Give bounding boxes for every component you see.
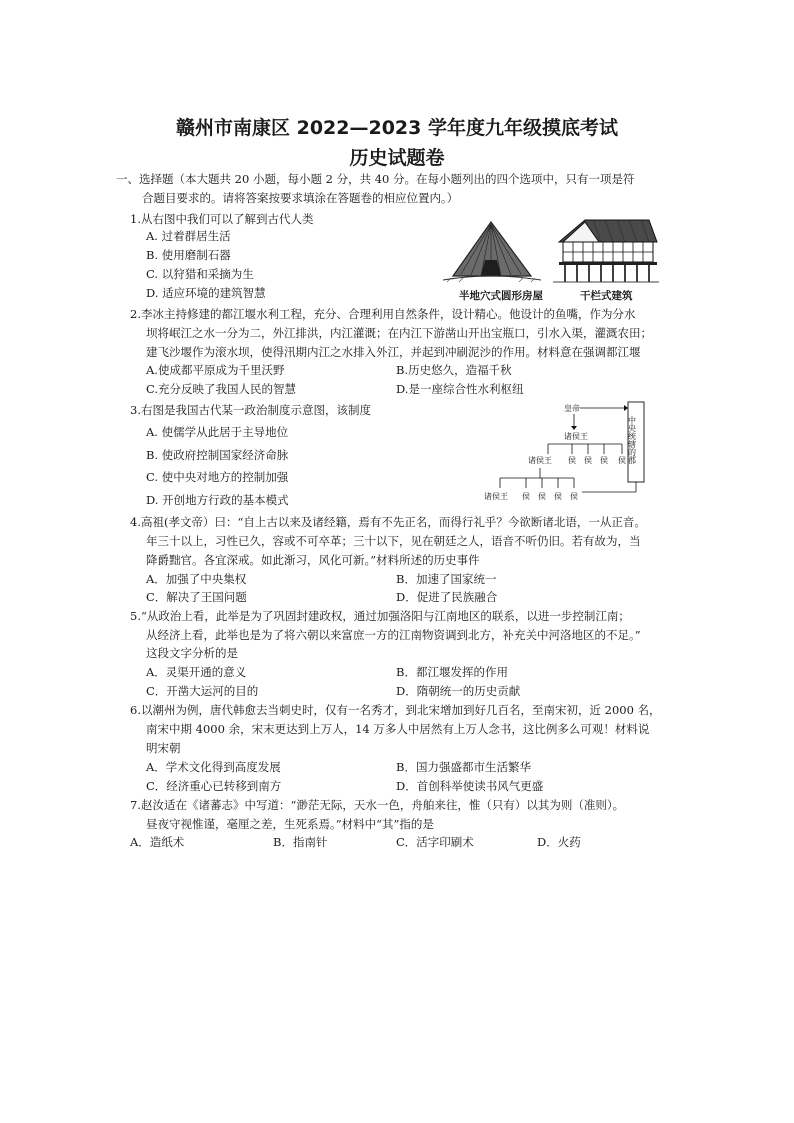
q7-option-c[interactable]: C．活字印刷术: [396, 835, 474, 849]
diagram-king-row-4: 侯: [600, 456, 608, 465]
q6-option-c[interactable]: C．经济重心已转移到南方: [146, 779, 282, 793]
q5-line-3: 这段文字分析的是: [146, 646, 238, 660]
section-instructions-line-1: 一、选择题（本大题共 20 小题，每小题 2 分，共 40 分。在每小题列出的四个选项中，只有一项是符: [116, 172, 635, 186]
q3-option-a[interactable]: A. 使儒学从此居于主导地位: [146, 425, 289, 439]
q4-option-d[interactable]: D．促进了民族融合: [396, 590, 498, 604]
q7-option-b[interactable]: B．指南针: [273, 835, 328, 849]
diagram-king-row-1: 诸侯王: [528, 456, 552, 465]
exam-subtitle: 历史试题卷: [349, 147, 445, 169]
q4-line-1: 4.高祖(孝文帝）曰：“自上古以来及诸经籍，焉有不先正名，而得行礼乎？今欲断诸北语，一从正音。: [130, 515, 646, 529]
pit-dwelling-caption: 半地穴式圆形房屋: [459, 290, 543, 302]
stilt-house-caption: 干栏式建筑: [580, 290, 633, 302]
q2-line-1: 2.李冰主持修建的都江堰水利工程，充分、合理利用自然条件，设计精心。他设计的鱼嘴，作为分水: [130, 307, 636, 321]
q2-option-b[interactable]: B.历史悠久，造福千秋: [396, 363, 512, 377]
q7-line-2: 昼夜守视惟谨，毫厘之差，生死系焉。”材料中“其”指的是: [146, 817, 434, 831]
q3-option-d[interactable]: D. 开创地方行政的基本模式: [146, 493, 289, 507]
diagram-king-row-5: 侯: [618, 456, 626, 465]
diagram-bottom-row-2: 侯: [522, 492, 530, 501]
q5-option-c[interactable]: C．开凿大运河的目的: [146, 684, 259, 698]
q1-stem: 1.从右图中我们可以了解到古代人类: [130, 212, 314, 226]
diagram-bottom-row-3: 侯: [538, 492, 546, 501]
q6-line-3: 明宋朝: [146, 741, 181, 755]
q3-stem: 3.右图是我国古代某一政治制度示意图，该制度: [130, 403, 371, 417]
q5-option-b[interactable]: B．都江堰发挥的作用: [396, 665, 508, 679]
q4-option-c[interactable]: C．解决了王国问题: [146, 590, 247, 604]
q7-line-1: 7.赵汝适在《诸蕃志》中写道：“渺茫无际，天水一色，舟舶来往，惟（只有）以其为则（准则）。: [130, 798, 625, 812]
q2-line-2: 坝将岷江之水一分为二，外江排洪，内江灌溉；在内江下游凿山开出宝瓶口，引水入渠，灌溉农田；: [146, 326, 652, 340]
q6-line-2: 南宋中期 4000 余，宋末更达到上万人，14 万多人中居然有上万人念书，这比例多么可观！材料说: [146, 722, 650, 736]
diagram-emperor: 皇帝: [564, 404, 580, 413]
diagram-king: 诸侯王: [564, 432, 588, 441]
q5-option-d[interactable]: D．隋朝统一的历史贡献: [396, 684, 521, 698]
q4-option-a[interactable]: A．加强了中央集权: [146, 572, 247, 586]
q5-line-2: 从经济上看，此举也是为了将六朝以来富庶一方的江南物资调到北方，补充关中河洛地区的不足。”: [146, 628, 641, 642]
q1-option-d[interactable]: D. 适应环境的建筑智慧: [146, 286, 266, 300]
q3-option-b[interactable]: B. 使政府控制国家经济命脉: [146, 448, 289, 462]
q6-line-1: 6.以潮州为例，唐代韩愈去当刺史时，仅有一名秀才，到北宋增加到好几百名，至南宋初，近 2000 名，: [130, 703, 661, 717]
q4-line-2: 年三十以上，习性已久，容或不可卒革；三十以下，见在朝廷之人，语音不听仍旧。若有故为，当: [146, 534, 641, 548]
q5-line-1: 5.“从政治上看，此举是为了巩固封建政权，通过加强洛阳与江南地区的联系，以进一步控制江南；: [130, 609, 630, 623]
exam-title: 赣州市南康区 2022—2023 学年度九年级摸底考试: [176, 117, 618, 139]
q1-option-b[interactable]: B. 使用磨制石器: [146, 248, 231, 262]
stilt-house-illustration: [553, 216, 659, 286]
q4-line-3: 降爵黜官。各宜深戒。如此渐习，风化可新。”材料所述的历史事件: [146, 553, 480, 567]
q6-option-a[interactable]: A．学术文化得到高度发展: [146, 760, 281, 774]
q3-option-c[interactable]: C. 使中央对地方的控制加强: [146, 470, 289, 484]
q4-option-b[interactable]: B．加速了国家统一: [396, 572, 497, 586]
diagram-king-row-2: 侯: [568, 456, 576, 465]
diagram-bottom-row-4: 侯: [554, 492, 562, 501]
section-instructions-line-2: 合题目要求的。请将答案按要求填涂在答题卷的相应位置内。）: [142, 191, 459, 205]
diagram-bottom-row-5: 侯: [570, 492, 578, 501]
q1-option-a[interactable]: A. 过着群居生活: [146, 229, 231, 243]
diagram-side-box: 中央统辖的郡: [627, 416, 637, 464]
diagram-bottom-row-1: 诸侯王: [484, 492, 508, 501]
q5-option-a[interactable]: A．灵渠开通的意义: [146, 665, 247, 679]
q6-option-b[interactable]: B．国力强盛都市生活繁华: [396, 760, 531, 774]
q7-option-a[interactable]: A．造纸术: [130, 835, 185, 849]
q6-option-d[interactable]: D．首创科举使读书风气更盛: [396, 779, 544, 793]
q2-option-a[interactable]: A.使成都平原成为千里沃野: [146, 363, 285, 377]
political-system-diagram: [478, 400, 648, 506]
q2-option-d[interactable]: D.是一座综合性水利枢纽: [396, 382, 524, 396]
q2-line-3: 建飞沙堰作为滚水坝，使得汛期内江之水排入外江，并起到冲刷泥沙的作用。材料意在强调都江堰: [146, 345, 641, 359]
q1-option-c[interactable]: C. 以狩猎和采摘为生: [146, 267, 254, 281]
pit-dwelling-illustration: [441, 218, 543, 286]
q2-option-c[interactable]: C.充分反映了我国人民的智慧: [146, 382, 297, 396]
diagram-king-row-3: 侯: [584, 456, 592, 465]
q7-option-d[interactable]: D．火药: [537, 835, 581, 849]
